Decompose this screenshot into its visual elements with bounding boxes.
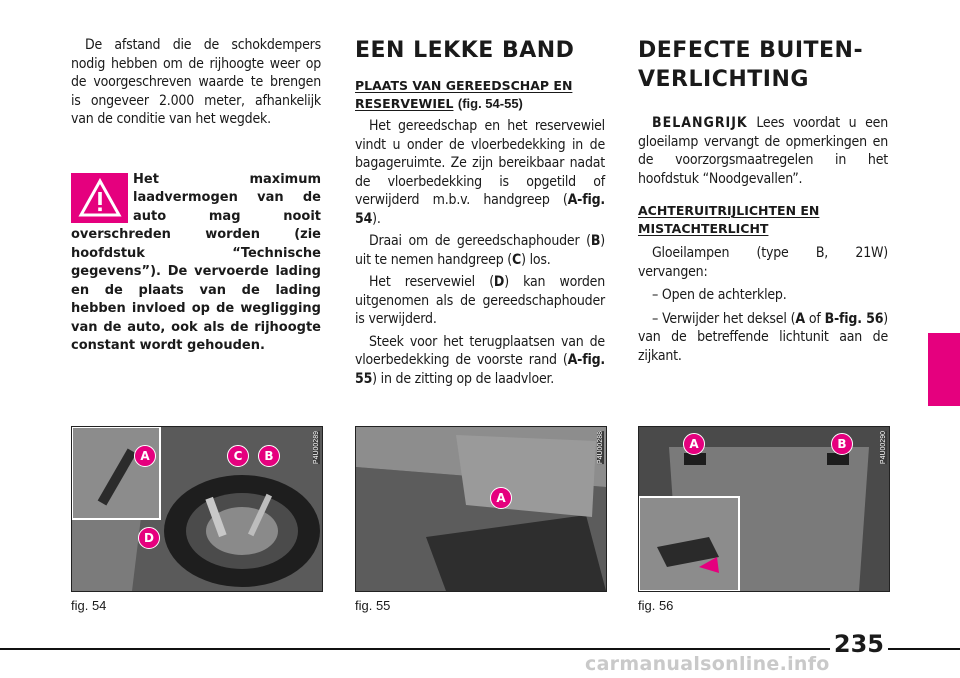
bottom-rule (0, 648, 960, 650)
warning-text: Het maximum laadvermogen van de auto mag nooit overschreden worden (zie hoofdstuk “Technische gegevens”). De vervoerde lading en de plaats van de lading hebben invloed op de wegligging van de auto, ook als de rijhoogte constant wordt gehouden. (71, 171, 321, 353)
figure-label-b: B (831, 433, 853, 455)
figure-label-a: A (490, 487, 512, 509)
intro-paragraph: De afstand die de schokdempers nodig hebben om de rijhoogte weer op de voorgeschreven waarde te brengen is ongeveer 2.000 meter, afhankelijk van de conditie van het wegdek. (71, 37, 321, 127)
important-note: BELANGRIJK Lees voordat u een gloeilamp vervangt de opmerkingen en de voorzorgsmaatregelen in het hoofdstuk “Noodgevallen”. (638, 115, 888, 187)
figure-code: P4U00290 (880, 431, 887, 465)
figure-label-b: B (258, 445, 280, 467)
figure-56-caption: fig. 56 (638, 598, 674, 613)
figure-55-image (355, 426, 607, 592)
warning-icon (71, 173, 128, 223)
figure-54-image (71, 426, 323, 592)
column-2 (355, 36, 605, 388)
figure-label-d: D (138, 527, 160, 549)
warning-block (71, 171, 321, 356)
figure-label-c: C (227, 445, 249, 467)
figure-55-caption: fig. 55 (355, 598, 391, 613)
paragraph-floor-covering: Steek voor het terugplaatsen van de vloerbedekking de voorste rand (A-fig. 55) in de zitting op de laadvloer. (355, 333, 605, 387)
subsection-title-reverse-lights: ACHTERUITRIJLICHTEN EN MISTACHTERLICHT (638, 203, 820, 236)
page-number: 235 (830, 630, 888, 658)
paragraph-bulbs: Gloeilampen (type B, 21W) vervangen: (638, 245, 888, 280)
figure-code: P4U00288 (597, 431, 604, 465)
column-1 (71, 36, 321, 356)
section-title-exterior-lights: DEFECTE BUITEN- VERLICHTING (638, 38, 864, 92)
figure-label-a: A (683, 433, 705, 455)
subsection-title-tools: PLAATS VAN GEREEDSCHAP EN RESERVEWIEL (fig. 54-55) (355, 78, 573, 111)
watermark: carmanualsonline.info (585, 653, 830, 675)
column-3 (638, 36, 888, 365)
paragraph-spare-wheel: Het reservewiel (D) kan worden uitgenomen als de gereedschaphouder is verwijderd. (355, 274, 605, 327)
section-tab-marker (928, 333, 960, 406)
section-title-flat-tire: EEN LEKKE BAND (355, 38, 575, 63)
paragraph-tools-location: Het gereedschap en het reservewiel vindt u onder de vloerbedekking in de bagageruimte. Ze zijn bereikbaar nadat de vloerbedekking is opgetild of verwijderd m.b.v. handgreep (A-fig. 54). (355, 118, 605, 227)
figure-56-image (638, 426, 890, 592)
paragraph-open-tailgate: – Open de achterklep. (652, 287, 787, 303)
paragraph-remove-cover: – Verwijder het deksel (A of B-fig. 56) van de betreffende lichtunit aan de zijkant. (638, 310, 888, 364)
figure-code: P4U00289 (313, 431, 320, 465)
figure-54-caption: fig. 54 (71, 598, 107, 613)
figure-label-a: A (134, 445, 156, 467)
paragraph-tool-holder: Draai om de gereedschaphouder (B) uit te nemen handgreep (C) los. (355, 233, 605, 268)
